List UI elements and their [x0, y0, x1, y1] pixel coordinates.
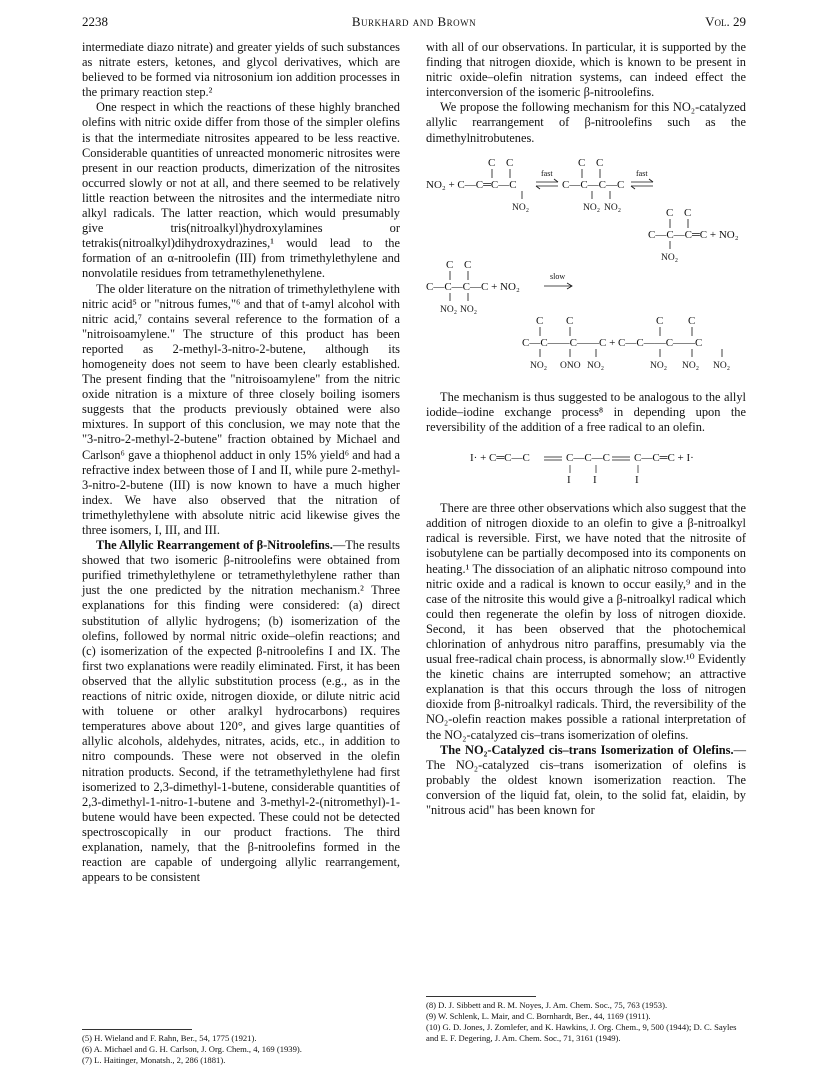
scheme-row2: C—C—C═C + NO₂ [648, 228, 739, 241]
scheme-c: C [566, 314, 574, 327]
running-title: Burkhard and Brown [351, 14, 477, 29]
footnote: (10) G. D. Jones, J. Zomlefer, and K. Hawkins, J. Org. Chem., 9, 500 (1944); D. C. Sayles and E. F. Degering, J. Am. Chem. Soc., 71, 3161 (1949). [426, 1022, 737, 1043]
scheme-row1-left: NO₂ + C—C═C—C [426, 178, 517, 191]
mechanism-scheme [426, 146, 746, 386]
scheme-no2: NO₂ [661, 252, 679, 263]
iodine-left: I· + C═C—C [470, 452, 530, 465]
scheme-radical: C—C—C—C [562, 178, 625, 191]
scheme-row3: C—C—C—C + NO₂ [426, 280, 520, 293]
iodine-i: I [635, 474, 639, 487]
scheme-c: C [578, 156, 586, 169]
fast-label: fast [541, 168, 553, 178]
iodine-mid: C—C—C [566, 452, 611, 465]
iodine-right: C—C═C + I· [634, 452, 694, 465]
scheme-c: C [596, 156, 604, 169]
paragraph: The mechanism is thus suggested to be analogous to the allyl iodide–iodine exchange process⁸ in depending upon the reversibility of the addition of a free radical to an olefin. [426, 389, 746, 434]
footnote-rule [426, 996, 536, 997]
footnote: (5) H. Wieland and F. Rahn, Ber., 54, 1775 (1921). [82, 1033, 257, 1043]
paragraph: We propose the following mechanism for this NO₂-catalyzed allylic rearrangement of β-nitroolefins such as the dimethylnitrobutenes. [426, 100, 746, 145]
section-heading: The Allylic Rearrangement of β-Nitroolefins. [96, 538, 333, 553]
page-number: 2238 [82, 14, 108, 29]
scheme-no2: NO₂ [604, 202, 622, 213]
scheme-no2: NO₂ [460, 304, 478, 315]
scheme-c: C [488, 156, 496, 169]
scheme-c: C [684, 206, 692, 219]
running-header [82, 14, 746, 34]
scheme-c: C [656, 314, 664, 327]
footnote: (6) A. Michael and G. H. Carlson, J. Org. Chem., 4, 169 (1939). [82, 1044, 302, 1054]
fast-label: fast [636, 168, 648, 178]
footnotes-right [426, 1000, 746, 1044]
section-allylic-rearrangement [82, 538, 400, 885]
paragraph: with all of our observations. In particular, it is supported by the finding that nitrogen dioxide, which is known to be present in nitric oxide–olefin nitration systems, can indeed effect the interconversion of the isomeric β-nitroolefins. [426, 40, 746, 100]
paragraph: The older literature on the nitration of trimethylethylene with nitric acid⁵ or "nitrous fumes,"⁶ and that of t-amyl alcohol with nitric acid,⁷ contains several reference to the formation of a "nitroisoamylene." The structure of this product has been reported as 2-methyl-3-nitro-2-butene, although its homogeneity does not seem to have been clearly established. The present finding that the "nitroisoamylene" from the nitric oxide nitration is a mixture of three closely boiling isomers suggests that the products previously obtained were also mixtures. In support of this conclusion, we may note that the "3-nitro-2-methyl-2-butene" fraction obtained by Michael and Carlson⁶ gave a thiophenol adduct in only 15% yield⁶ and had a refractive index between those of I and II, while pure 2-methyl-3-nitro-2-butene (III) is now known to have a much higher index. We have also observed that the nitration of trimethylethylene with absolute nitric acid likewise gives the three isomers, I, III, and III. [82, 281, 400, 537]
section-text: —The NO₂-catalyzed cis–trans isomerization of olefins is probably the oldest known isomerization reaction. The conversion of the liquid fat, olein, to the solid fat, elaidin, by "nitrous acid" has been known for [426, 742, 746, 817]
iodine-scheme [426, 435, 746, 497]
scheme-c: C [464, 258, 472, 271]
scheme-c: C [666, 206, 674, 219]
paragraph: intermediate diazo nitrate) and greater yields of such substances as nitrate esters, ketones, and glycol derivatives, which are believed to be formed via nitrosonium ion addition processes in the primary reaction step.² [82, 40, 400, 100]
scheme-no2: NO₂ [440, 304, 458, 315]
right-column [426, 40, 746, 818]
section-cis-trans [426, 743, 746, 818]
footnote-rule [82, 1029, 192, 1030]
paragraph: There are three other observations which also suggest that the addition of nitrogen dioxide to an olefin to give a β-nitroalkyl radical is reversible. First, we have noted that the nitrosite of isobutylene can be partially decomposed into its components on heating.¹ The dissociation of an aliphatic nitroso compound into nitric oxide and a radical is known to occur easily,⁹ and in the case of the nitrosite this would give a β-nitroalkyl radical which could then regenerate the olefin by loss of nitrogen dioxide. Second, it has been observed that the photochemical chlorination of anhydrous nitro paraffins, presumably via the usual free-radical chain process, is abnormally slow.¹⁰ Evidently the kinetic chains are interrupted somehow; an attractive explanation is that this occurs through the loss of nitrogen dioxide from β-nitroalkyl radicals. Third, the reversibility of the NO₂-olefin reaction makes possible a rational interpretation of the NO₂-catalyzed cis–trans isomerization of olefins. [426, 501, 746, 742]
scheme-c: C [446, 258, 454, 271]
scheme-no2: NO₂ [587, 360, 605, 371]
footnotes-left [82, 1033, 400, 1066]
scheme-product1: C—C——C——C + C—C——C——C [522, 336, 703, 349]
paragraph: One respect in which the reactions of these highly branched olefins with nitric oxide differ from those of the simpler olefins is that the intermediate nitrosites appeared to be less reactive. Considerable quantities of unreacted monomeric nitrosites were present in our reaction products, dimerization of the nitrosites occurred slowly or not at all, and there seemed to be relatively little reaction between the nitrosites and the intermediate nitro alkyl radicals. The latter reaction, which would presumably give tris(nitroalkyl)hydroxylamines or tetrakis(nitroalkyl)dihydroxydrazines,¹ would lead to the formation of an α-nitroolefin (III) from trimethylethylene and nonvolatile residues from tetramethylenethylene. [82, 100, 400, 281]
iodine-i: I [567, 474, 571, 487]
scheme-no2: NO₂ [583, 202, 601, 213]
footnote: (9) W. Schlenk, L. Mair, and C. Bornhardt, Ber., 44, 1169 (1911). [426, 1011, 651, 1021]
left-column [82, 40, 400, 885]
scheme-no2: NO₂ [682, 360, 700, 371]
scheme-c: C [506, 156, 514, 169]
scheme-c: C [536, 314, 544, 327]
section-text: —The results showed that two isomeric β-nitroolefins were obtained from purified trimethylethylene or tetramethylethylene rather than just the one predicted by the nitration mechanism.² Three explanations for this finding were considered: (a) direct substitution of allylic hydrogens; (b) isomerization of the olefins, followed by normal nitric oxide–olefin reactions; and (c) isomerization of the expected β-nitroolefins I and IX. The first two explanations were readily eliminated. First, it has been observed that the allylic substitution process (e.g., as in the reactions of nitric oxide, nitrogen dioxide, or dilute nitric acid with toluene or other aralkyl hydrocarbons) requires temperatures above about 120°, and gives large quantities of allylic alcohols, aldehydes, nitrates, acids, etc., in addition to nitro compounds. These were not observed in the olefin nitration products. Second, if the tetramethylethylene had first isomerized to 2,3-dimethyl-1-butene, considerable quantities of 2,3-dimethyl-1-nitro-1-butene and 3-methyl-2-(nitromethyl)-1-butene would have been expected. These could not be detected spectroscopically in our product fractions. The third explanation, namely, that the β-nitroolefins formed in the reaction are capable of undergoing allylic rearrangement, appears to be consistent [82, 538, 400, 885]
scheme-ono: ONO [560, 360, 581, 371]
slow-label: slow [550, 271, 566, 281]
footnote: (7) L. Haitinger, Monatsh., 2, 286 (1881). [82, 1055, 226, 1065]
iodine-i: I [593, 474, 597, 487]
scheme-no2: NO₂ [713, 360, 731, 371]
scheme-no2: NO₂ [530, 360, 548, 371]
volume-label: Vol. 29 [705, 14, 746, 29]
section-heading: The NO₂-Catalyzed cis–trans Isomerization of Olefins. [440, 742, 734, 757]
scheme-c: C [688, 314, 696, 327]
scheme-no2: NO₂ [650, 360, 668, 371]
footnote: (8) D. J. Sibbett and R. M. Noyes, J. Am. Chem. Soc., 75, 763 (1953). [426, 1000, 668, 1010]
scheme-no2: NO₂ [512, 202, 530, 213]
